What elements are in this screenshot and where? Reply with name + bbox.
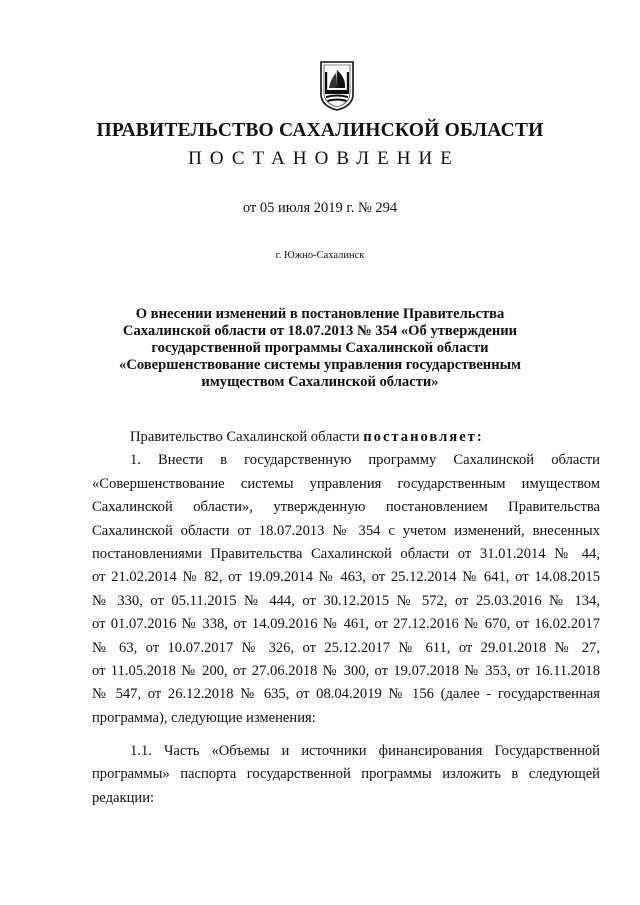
paragraph-line: от 21.02.2014 № 82, от 19.09.2014 № 463, от 25.12.2014 № 641, от 14.08.2015 bbox=[92, 569, 600, 586]
title-line: «Совершенствование системы управления государственным bbox=[119, 357, 521, 373]
item-1-paragraph bbox=[92, 449, 600, 730]
title-line: государственной программы Сахалинской области bbox=[151, 340, 489, 356]
paragraph-line: № 547, от 26.12.2018 № 635, от 08.04.2019 № 156 (далее - государственная bbox=[92, 686, 600, 703]
document-type: ПОСТАНОВЛЕНИЕ bbox=[188, 148, 460, 169]
item-1-1-paragraph bbox=[92, 740, 600, 810]
paragraph-line: программы» паспорта государственной программы изложить в следующей bbox=[92, 766, 600, 783]
paragraph-line: от 01.07.2016 № 338, от 14.09.2016 № 461, от 27.12.2016 № 670, от 16.02.2017 bbox=[92, 616, 600, 633]
paragraph-line: Сахалинской области от 18.07.2013 № 354 с учетом изменений, внесенных bbox=[92, 522, 600, 539]
title-line: Сахалинской области от 18.07.2013 № 354 «Об утверждении bbox=[122, 323, 518, 339]
preamble-emphasis: постановляет: bbox=[363, 429, 484, 445]
paragraph-line: постановлениями Правительства Сахалинской области от 31.01.2014 № 44, bbox=[92, 545, 600, 562]
title-line: О внесении изменений в постановление Правительства bbox=[135, 306, 505, 322]
organization-name: ПРАВИТЕЛЬСТВО САХАЛИНСКОЙ ОБЛАСТИ bbox=[96, 120, 544, 141]
document-body bbox=[92, 426, 600, 810]
document-date-number: от 05 июля 2019 г. № 294 bbox=[242, 200, 398, 216]
document-title bbox=[100, 306, 540, 391]
paragraph-line: № 330, от 05.11.2015 № 444, от 30.12.2015 № 572, от 25.03.2016 № 134, bbox=[92, 592, 600, 609]
paragraph-line: Сахалинской области», утвержденную постановлением Правительства bbox=[92, 499, 600, 516]
paragraph-line: № 63, от 10.07.2017 № 326, от 25.12.2017 № 611, от 29.01.2018 № 27, bbox=[92, 639, 600, 656]
paragraph-line: редакции: bbox=[92, 789, 155, 806]
city-name: г. Южно-Сахалинск bbox=[275, 250, 365, 261]
title-line: имуществом Сахалинской области» bbox=[201, 374, 439, 390]
paragraph-line: 1.1. Часть «Объемы и источники финансирования Государственной bbox=[130, 743, 600, 760]
coat-of-arms-emblem bbox=[319, 60, 355, 112]
paragraph-line: программа), следующие изменения: bbox=[92, 709, 316, 726]
paragraph-line: от 11.05.2018 № 200, от 27.06.2018 № 300, от 19.07.2018 № 353, от 16.11.2018 bbox=[92, 662, 600, 679]
preamble-text: Правительство Сахалинской области bbox=[130, 429, 364, 445]
paragraph-line: 1. Внести в государственную программу Сахалинской области bbox=[130, 452, 600, 469]
paragraph-line: «Совершенствование системы управления государственным имуществом bbox=[92, 475, 600, 492]
preamble bbox=[92, 426, 600, 449]
